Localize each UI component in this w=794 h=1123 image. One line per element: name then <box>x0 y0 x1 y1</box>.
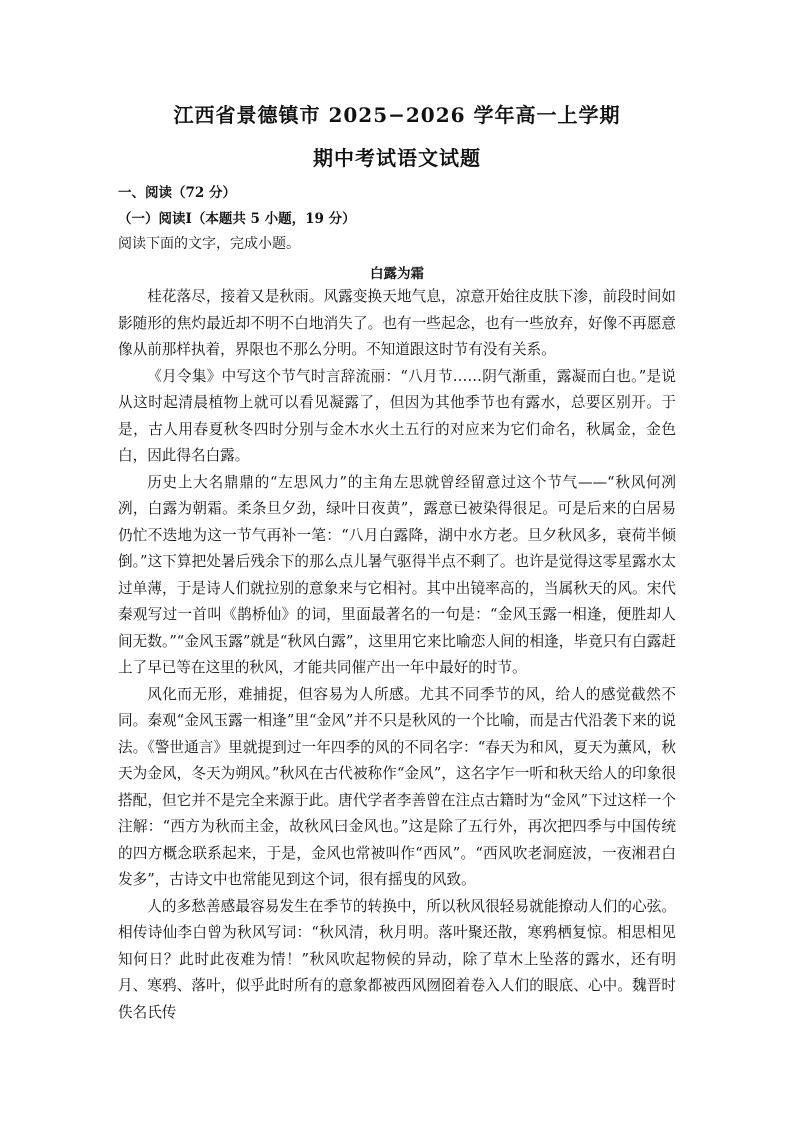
section-heading-reading: 一、阅读（72 分） <box>118 185 236 201</box>
document-title-line-2: 期中考试语文试题 <box>313 146 481 170</box>
document-title-line-1: 江西省景德镇市 2025−2026 学年高一上学期 <box>173 103 621 127</box>
subsection-heading-reading-1: （一）阅读Ⅰ（本题共 5 小题，19 分） <box>118 211 356 227</box>
article-paragraph: 人的多愁善感最容易发生在季节的转换中，所以秋风很轻易就能撩动人们的心弦。相传诗仙李白曾为秋风写词：“秋风清，秋月明。落叶聚还散，寒鸦栖复惊。相思相见知何日？此时此夜难为情！”秋风吹起物候的异动，除了草木上坠落的露水，还有明月、寒鸦、落叶，似乎此时所有的意象都被西风囫囵着卷入人们的眼底、心中。魏晋时佚名氏传 <box>118 897 676 1021</box>
article-paragraph: 风化而无形，难捕捉，但容易为人所感。尤其不同季节的风，给人的感觉截然不同。秦观“金风玉露一相逢”里“金风”并不只是秋风的一个比喻，而是古代沿袭下来的说法。《警世通言》里就提到过一年四季的风的不同名字：“春天为和风，夏天为薰风，秋天为金风，冬天为朔风。”秋风在古代被称作“金风”，这名字乍一听和秋天给人的印象很搭配，但它并不是完全来源于此。唐代学者李善曾在注点古籍时为“金风”下过这样一个注解：“西方为秋而主金，故秋风曰金风也。”这是除了五行外，再次把四季与中国传统的四方概念联系起来，于是，金风也常被叫作“西风”。“西风吹老洞庭波，一夜湘君白发多”，古诗文中也常能见到这个词，很有摇曳的风致。 <box>118 685 676 888</box>
article-paragraph: 《月令集》中写这个节气时言辞流丽：“八月节……阴气渐重，露凝而白也。”是说从这时起清晨植物上就可以看见凝露了，但因为其他季节也有露水，总要区别开。于是，古人用春夏秋冬四时分别与金木水火土五行的对应来为它们命名，秋属金，金色白，因此得名白露。 <box>118 367 676 464</box>
instruction-text: 阅读下面的文字，完成小题。 <box>118 236 300 252</box>
article-paragraph: 桂花落尽，接着又是秋雨。风露变换天地气息，凉意开始往皮肤下渗，前段时间如影随形的焦灼最近却不明不白地消失了。也有一些起念，也有一些放弃，好像不再愿意像从前那样执着，界限也不那么分明。不知道跟这时节有没有关系。 <box>118 288 676 358</box>
article-title: 白露为霜 <box>370 266 424 282</box>
article-paragraph: 历史上大名鼎鼎的“左思风力”的主角左思就曾经留意过这个节气——“秋风何冽冽，白露为朝霜。柔条旦夕劲，绿叶日夜黄”，露意已被染得很足。可是后来的白居易仍忙不迭地为这一节气再补一笔：“八月白露降，湖中水方老。旦夕秋风多，衰荷半倾倒。”这下算把处暑后残余下的那么点儿暑气驱得半点不剩了。也许是觉得这零星露水太过单薄，于是诗人们就拉别的意象来与它相衬。其中出镜率高的，当属秋天的风。宋代秦观写过一首叫《鹊桥仙》的词，里面最著名的一句是：“金风玉露一相逢，便胜却人间无数。”“金风玉露”就是“秋风白露”，这里用它来比喻恋人间的相逢，毕竟只有白露赶上了早已等在这里的秋风，才能共同催产出一年中最好的时节。 <box>118 473 676 676</box>
article-body <box>118 284 676 1026</box>
